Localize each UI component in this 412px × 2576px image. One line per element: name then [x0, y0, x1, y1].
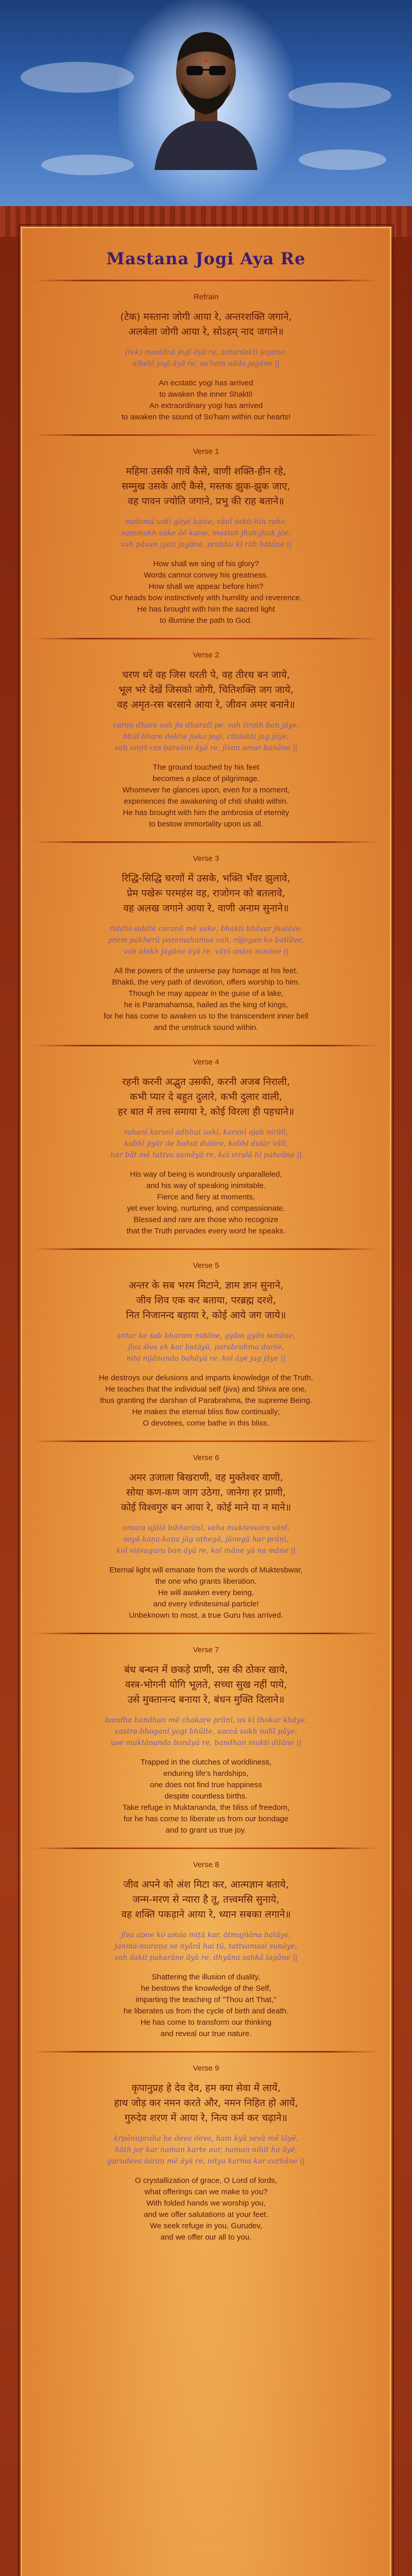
devanagari-text-line: वह अमृत-रस बरसाने आया रे, जीवन अमर बनाने॥ — [117, 699, 295, 710]
divider — [32, 1633, 380, 1634]
english-translation-line: one does not find true happiness — [150, 1781, 262, 1789]
devanagari-text — [43, 1470, 369, 1515]
devanagari-text-line: कृपानुप्रह हे देव देव, हम क्या सेवा में लायें, — [131, 2082, 281, 2094]
transliteration-text-line: caraṇ dhare vah jis dharatī pe, vah tīrath ban jāye, — [113, 721, 299, 730]
transliteration-text-line: koī viśvaguru ban āyā re, koī māne yā na māne || — [116, 1547, 296, 1555]
english-translation-line: Our heads bow instinctively with humility and reverence. — [110, 594, 302, 602]
devanagari-text-line: रिद्धि-सिद्धि चरणों में उसके, भक्ति भँवर झुलावे, — [122, 873, 290, 884]
english-translation — [43, 1972, 369, 2040]
transliteration-text-line: riddhi-siddhi caraṇõ mẽ uske, bhakti bhãvar jhulāve, — [109, 925, 303, 933]
transliteration-text-line: vah śakti pakaṛāne āyā re, dhyāna sabkā lagāne || — [114, 1954, 298, 1962]
devanagari-text — [43, 1877, 369, 1922]
section-label: Verse 1 — [193, 447, 219, 456]
devanagari-text-line: अलबेला जोगी आया रे, सोऽहम् नाद जगाने॥ — [128, 326, 284, 337]
divider — [32, 434, 380, 436]
english-translation-line: He destroys our delusions and imparts knowledge of the Truth. — [98, 1374, 314, 1382]
devanagari-text-line: कोई विश्वगुरु बन आया रे, कोई माने या न माने॥ — [121, 1502, 291, 1513]
english-translation-line: Blessed and rare are those who recognize — [133, 1215, 279, 1224]
english-translation-line: An ecstatic yogi has arrived — [159, 379, 253, 387]
lyrics-section — [22, 1261, 390, 1429]
english-translation-line: the one who grants liberation. — [155, 1577, 257, 1586]
transliteration-text-line: soyā kaṇa-kaṇa jāg uṭhegā, jānegā har prāṇī, — [123, 1535, 289, 1544]
lyrics-section — [22, 854, 390, 1033]
english-translation-line: Whomever he glances upon, even for a moment, — [122, 786, 290, 794]
transliteration-text-line: antar ke sab bharam miṭāne, gyām gyān sunāne, — [116, 1332, 296, 1340]
english-translation — [43, 1565, 369, 1621]
english-translation-line: to awaken the inner Shakti! — [159, 390, 253, 399]
devanagari-text-line: नित निजानन्द बहाया रे, कोई आये जग जाये॥ — [126, 1310, 286, 1321]
transliteration-text-line: nita nijānanda bahāyā re, koī āye jag jāye || — [126, 1354, 286, 1363]
english-translation-line: he is Paramahamsa, hailed as the king of kings, — [124, 1001, 288, 1009]
english-translation-line: His way of being is wondrously unparalleled, — [130, 1170, 282, 1179]
lyrics-section — [22, 1058, 390, 1237]
devanagari-text-line: उसे मुक्तानन्द बनाया रे, बंधन मुक्ति दिलाने॥ — [127, 1694, 285, 1705]
section-label: Verse 6 — [193, 1453, 219, 1462]
devanagari-text-line: जीव शिव एक कर बताया, परब्रह्म दरशे, — [136, 1295, 276, 1306]
english-translation-line: The ground touched by his feet — [152, 763, 260, 772]
transliteration-text-line: kṛpānupraha he deva deva, ham kyā sevā mẽ lāyẽ, — [113, 2134, 299, 2143]
transliteration-text — [43, 1929, 369, 1963]
section-label: Verse 8 — [193, 1860, 219, 1869]
english-translation-line: yet ever loving, nurturing, and compassionate. — [127, 1204, 285, 1213]
english-translation-line: Words cannot convey his greatness. — [144, 571, 268, 580]
english-translation-line: he liberates us from the cycle of birth and death. — [123, 2007, 289, 2015]
english-translation-line: An extraordinary yogi has arrived — [149, 401, 263, 410]
english-translation-line: to illumine the path to God. — [160, 616, 252, 625]
english-translation-line: Eternal light will emanate from the words of Muktesbwar, — [109, 1566, 303, 1574]
section-label: Verse 9 — [193, 2064, 219, 2073]
divider — [32, 1045, 380, 1046]
english-translation-line: Bhakti, the very path of devotion, offers worship to him. — [112, 978, 300, 987]
section-label: Refrain — [193, 293, 219, 301]
english-translation-line: and we offer salutations at your feet. — [144, 2210, 268, 2219]
transliteration-text-line: albelā jogī āyā re, so'ham nāda jagāne || — [132, 360, 280, 368]
lyrics-section — [22, 651, 390, 830]
devanagari-text-line: वह अलख जगाने आया रे, वाणी अनाम सुनाने॥ — [123, 903, 289, 914]
english-translation-line: becomes a place of pilgrimage. — [152, 774, 260, 783]
transliteration-text-line: har bāt mẽ tattva samāyā re, koī viralā hī pahcāne || — [110, 1151, 302, 1159]
devanagari-text-line: (टेक) मस्ताना जोगी आया रे, अन्तरशक्ति जगाने, — [120, 311, 292, 323]
english-translation-line: How shall we sing of his glory? — [153, 560, 259, 568]
devanagari-text-line: गुरुदेव शरण में आया रे, नित्य कर्म कर चढ़ाने॥ — [125, 2112, 287, 2124]
english-translation — [43, 2175, 369, 2243]
english-translation-line: imparting the teaching of "Thou art That," — [135, 1995, 277, 2004]
devanagari-text-line: भूल भरे देखें जिसको जोगी, चितिशक्ति जग जाये, — [118, 684, 294, 696]
english-translation-line: With folded hands we worship you, — [146, 2199, 266, 2208]
divider — [32, 1848, 380, 1849]
english-translation-line: thus granting the darshan of Parabrahma, the supreme Being. — [100, 1396, 312, 1405]
english-translation-line: He will awaken every being, — [158, 1588, 254, 1597]
devanagari-text-line: प्रेम पखेरू परमहंस वह, राजोगन को बतलावे, — [127, 888, 285, 899]
english-translation — [43, 378, 369, 423]
english-translation — [43, 1372, 369, 1429]
transliteration-text-line: jīva apne ko aṁśa miṭā kar, ātmajñāna batāye, — [121, 1931, 291, 1939]
english-translation-line: Trapped in the clutches of worldliness, — [140, 1758, 272, 1767]
english-translation-line: to awaken the sound of So'ham within our hearts! — [121, 413, 291, 421]
devanagari-text — [43, 1075, 369, 1120]
lyrics-section — [22, 447, 390, 626]
english-translation-line: for he has come to liberate us from our bondage — [123, 1815, 289, 1823]
transliteration-text-line: rahanī karanī adbhut uskī, karanī ajab nirālī, — [124, 1128, 288, 1137]
divider — [32, 1248, 380, 1250]
english-translation-line: and to grant us true joy. — [165, 1826, 247, 1835]
transliteration-text-line: amara ujālā bikharāṇī, vaha muktesvara vāṇī, — [122, 1524, 290, 1532]
divider — [32, 841, 380, 843]
transliteration-text-line: bandha bandhan mẽ chakaṛe prāṇī, us kī ṭhokar khāye, — [105, 1716, 307, 1724]
transliteration-text-line: gurudeva śaraṇ mẽ āyā re, nitya karma kar caṛhāne || — [107, 2157, 305, 2165]
lyrics-sections — [22, 293, 390, 2243]
english-translation-line: Unbeknown to most, a true Guru has arrived. — [129, 1611, 283, 1620]
transliteration-text-line: kabhī pyār de bahut dulāre, kabhī dulār vālī, — [124, 1140, 288, 1148]
devanagari-text-line: हाथ जोड़ कर नमन करते और, नमन निहित हो आयें, — [114, 2097, 298, 2109]
transliteration-text — [43, 516, 369, 550]
transliteration-text-line: hāth joṛ kar naman karte aur, naman nihit ho āyẽ, — [114, 2146, 298, 2154]
english-translation-line: to bestow immortality upon us all. — [149, 820, 263, 828]
transliteration-text-line: vah pāvan jyoti jagāne, prabhu kī rāh batāne || — [120, 540, 291, 549]
english-translation-line: O devotees, come bathe in this bliss. — [143, 1419, 269, 1428]
english-translation-line: Take refuge in Muktananda, the bliss of freedom, — [122, 1803, 290, 1812]
english-translation-line: O crystallization of grace, O Lord of lords, — [135, 2176, 277, 2185]
cloud-decoration — [288, 82, 391, 108]
english-translation-line: what offerings can we make to you? — [144, 2188, 268, 2196]
lyrics-section — [22, 1860, 390, 2040]
devanagari-text-line: वह पावन ज्योति जगाने, प्रभु की राह बताने॥ — [128, 496, 284, 507]
header-banner — [0, 0, 412, 206]
devanagari-text — [43, 1278, 369, 1323]
english-translation-line: despite countless births. — [164, 1792, 248, 1801]
transliteration-text — [43, 347, 369, 369]
devanagari-text-line: अमर उजाला बिखराणी, वह मुक्तेश्वर वाणी, — [129, 1472, 283, 1483]
transliteration-text-line: (tek) mastānā jogī āyā re, antarśakti jagāne, — [125, 348, 287, 357]
english-translation-line: Fierce and fiery at moments, — [157, 1193, 255, 1201]
devanagari-text-line: अन्तर के सब भरम मिटाने, ज्ञाम ज्ञान सुनाने, — [128, 1280, 284, 1291]
english-translation-line: He makes the eternal bliss flow continually; — [132, 1408, 280, 1416]
cloud-decoration — [21, 62, 134, 93]
transliteration-text-line: bhūl bhare dekhe jisko jogī, citiśakti jag jāye, — [123, 733, 289, 741]
section-label: Verse 5 — [193, 1261, 219, 1270]
transliteration-text — [43, 2133, 369, 2167]
page-title: Mastana Jogi Aya Re — [106, 249, 306, 268]
devanagari-text-line: कभी प्यार दे बहुत दुलारे, कभी दुलार वाली, — [130, 1091, 282, 1103]
transliteration-text — [43, 1522, 369, 1556]
devanagari-text-line: जीव अपने को अंश मिटा कर, आत्मज्ञान बताये, — [123, 1879, 289, 1890]
divider — [32, 2051, 380, 2053]
devanagari-text-line: वस्त्र-भोगनी योगि भूलते, सच्चा सुख नहीं पाये, — [125, 1679, 287, 1690]
devanagari-text-line: महिमा उसकी गायें कैसे, वाणी शक्ति-हीन रहे, — [126, 466, 286, 477]
devanagari-text — [43, 2081, 369, 2126]
transliteration-text — [43, 1715, 369, 1749]
english-translation-line: and reveal our true nature. — [160, 2029, 252, 2038]
devanagari-text-line: बंध बन्धन में छकड़े प्राणी, उस की ठोकर खाये, — [124, 1664, 288, 1675]
cloud-decoration — [41, 155, 134, 175]
english-translation-line: He has brought with him the sacred light — [137, 605, 275, 614]
devanagari-text-line: सम्मुख उसके आएँ कैसे, मस्तक झुक-झुक जाए, — [122, 481, 290, 492]
english-translation-line: that the Truth pervades every word he speaks. — [126, 1227, 286, 1235]
divider — [32, 638, 380, 639]
transliteration-text-line: use muktānanda banāyā re, bandhan mukti dilāne || — [111, 1739, 301, 1747]
portrait-image — [149, 21, 263, 170]
english-translation-line: and his way of speaking inimitable. — [146, 1181, 266, 1190]
transliteration-text-line: janma-maraṇa se nyārā hai tū, tattvamasi sunāye, — [114, 1942, 298, 1951]
english-translation — [43, 762, 369, 830]
devanagari-text-line: रहनी करनी अद्भुत उसकी, करनी अजब निराली, — [122, 1076, 290, 1088]
english-translation-line: experiences the awakening of chiti shakti within. — [124, 797, 288, 806]
english-translation-line: He teaches that the individual self (jiva) and Shiva are one, — [105, 1385, 307, 1394]
devanagari-text — [43, 310, 369, 340]
devanagari-text-line: हर बात में तत्त्व समाया रे, कोई विरला ही पहचाने॥ — [117, 1106, 295, 1117]
english-translation-line: and we offer our all to you. — [160, 2233, 252, 2242]
section-label: Verse 7 — [193, 1646, 219, 1654]
devanagari-text — [43, 464, 369, 509]
transliteration-text-line: mahimā uskī gāyẽ kaise, vāṇī śakti-hīn rahe, — [125, 518, 287, 526]
lyrics-section — [22, 1453, 390, 1621]
transliteration-text-line: sammukh uske āẽ kaise, mastak jhuk-jhuk jāe, — [121, 529, 291, 537]
divider — [32, 1440, 380, 1442]
transliteration-text — [43, 1330, 369, 1364]
transliteration-text-line: prem pakherū paramahaṁsa vah, rājogan ko batlāve, — [108, 936, 304, 944]
transliteration-text-line: jīva śiva ek kar batāyā, parabrahma darśe, — [128, 1343, 284, 1351]
transliteration-text-line: vah alakh jagāne āyā re, vāṇī anām sunāne || — [124, 947, 288, 956]
transliteration-text-line: vastra-bhoganī yogi bhūlte, saccā sukh nahī̃ pāye, — [114, 1727, 298, 1736]
devanagari-text-line: जन्म-मरण से न्यारा है तू, तत्त्वमसि सुनाये, — [132, 1894, 280, 1905]
english-translation-line: Though he may appear in the guise of a lake, — [128, 989, 284, 998]
english-translation — [43, 1169, 369, 1237]
transliteration-text — [43, 1127, 369, 1161]
english-translation-line: We seek refuge in you, Gurudev, — [150, 2222, 262, 2230]
devanagari-text — [43, 871, 369, 916]
english-translation-line: All the powers of the universe pay homage at his feet. — [114, 967, 298, 975]
cloud-decoration — [299, 149, 386, 170]
english-translation-line: He has come to transform our thinking — [140, 2018, 272, 2027]
section-label: Verse 4 — [193, 1058, 219, 1066]
transliteration-text — [43, 720, 369, 754]
transliteration-text-line: vah amṛt-ras barsāne āyā re, jīvan amar banāne || — [114, 744, 298, 752]
english-translation-line: How shall we appear before him? — [148, 582, 264, 591]
divider — [32, 280, 380, 281]
english-translation-line: and the unstruck sound within. — [153, 1023, 259, 1032]
devanagari-text-line: चरण धरें वह जिस धरती पे, वह तीरथ बन जाये, — [122, 669, 290, 681]
english-translation-line: Shattering the illusion of duality, — [151, 1973, 261, 1981]
english-translation — [43, 558, 369, 626]
devanagari-text-line: वह शक्ति पकड़ाने आया रे, ध्यान सबका लगाने॥ — [121, 1909, 291, 1920]
section-label: Verse 3 — [193, 854, 219, 863]
devanagari-text-line: सोया कण-कण जाग उठेगा, जानेगा हर प्राणी, — [126, 1487, 286, 1498]
transliteration-text — [43, 923, 369, 957]
english-translation-line: and every infinitesimal particle! — [153, 1600, 259, 1608]
english-translation — [43, 965, 369, 1033]
devanagari-text — [43, 668, 369, 713]
lyrics-section — [22, 2064, 390, 2243]
english-translation-line: he bestows the knowledge of the Self, — [141, 1984, 271, 1993]
guru-portrait — [149, 21, 263, 170]
english-translation-line: enduring life's hardships, — [163, 1769, 249, 1778]
lyrics-section — [22, 1646, 390, 1836]
english-translation — [43, 1757, 369, 1836]
english-translation-line: He has brought with him the ambrosia of eternity — [123, 808, 289, 817]
section-label: Verse 2 — [193, 651, 219, 659]
lyrics-panel — [21, 227, 391, 2576]
devanagari-text — [43, 1663, 369, 1707]
lyrics-section — [22, 293, 390, 423]
english-translation-line: for he has come to awaken us to the transcendent inner bell — [104, 1012, 308, 1021]
